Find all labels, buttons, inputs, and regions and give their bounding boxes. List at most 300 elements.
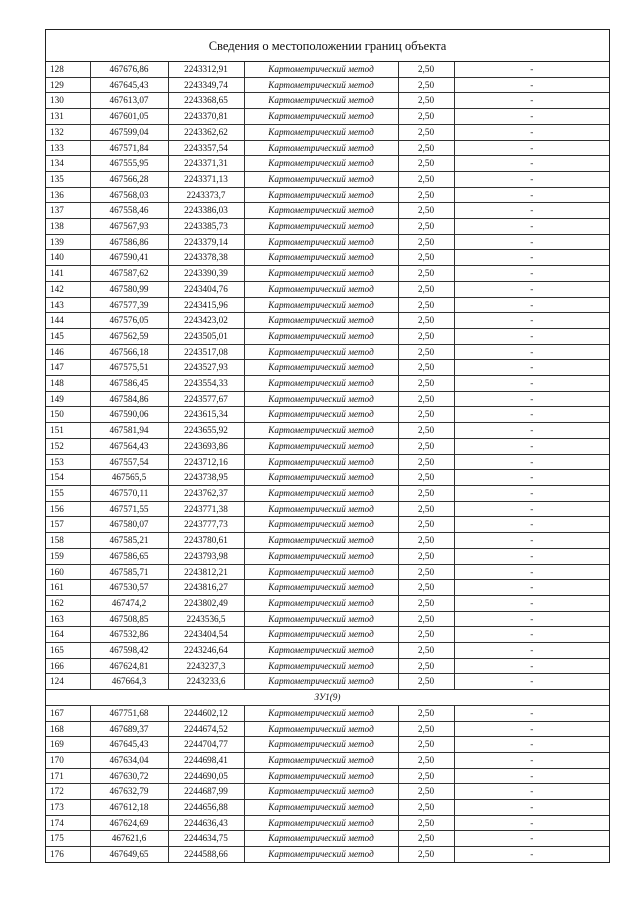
description-cell: -: [454, 328, 609, 344]
y-coordinate-cell: 2243371,13: [168, 171, 244, 187]
x-coordinate-cell: 467751,68: [90, 705, 168, 721]
table-row: [46, 171, 609, 187]
table-row: [46, 737, 609, 753]
y-coordinate-cell: 2244674,52: [168, 721, 244, 737]
point-number-cell: 135: [46, 171, 90, 187]
method-cell: Картометрический метод: [244, 847, 398, 862]
x-coordinate-cell: 467689,37: [90, 721, 168, 737]
section-label: ЗУ1(9): [46, 690, 609, 706]
precision-cell: 2,50: [398, 674, 454, 690]
y-coordinate-cell: 2243780,61: [168, 533, 244, 549]
method-cell: Картометрический метод: [244, 470, 398, 486]
table-row: [46, 643, 609, 659]
x-coordinate-cell: 467576,05: [90, 313, 168, 329]
method-cell: Картометрический метод: [244, 548, 398, 564]
y-coordinate-cell: 2243536,5: [168, 611, 244, 627]
x-coordinate-cell: 467564,43: [90, 438, 168, 454]
point-number-cell: 173: [46, 800, 90, 816]
precision-cell: 2,50: [398, 171, 454, 187]
table-row: [46, 203, 609, 219]
description-cell: -: [454, 564, 609, 580]
point-number-cell: 164: [46, 627, 90, 643]
precision-cell: 2,50: [398, 281, 454, 297]
method-cell: Картометрический метод: [244, 407, 398, 423]
point-number-cell: 146: [46, 344, 90, 360]
x-coordinate-cell: 467571,55: [90, 501, 168, 517]
precision-cell: 2,50: [398, 77, 454, 93]
x-coordinate-cell: 467624,81: [90, 658, 168, 674]
precision-cell: 2,50: [398, 140, 454, 156]
precision-cell: 2,50: [398, 501, 454, 517]
method-cell: Картометрический метод: [244, 517, 398, 533]
method-cell: Картометрический метод: [244, 438, 398, 454]
table-row: [46, 219, 609, 235]
y-coordinate-cell: 2243577,67: [168, 391, 244, 407]
description-cell: -: [454, 674, 609, 690]
description-cell: -: [454, 611, 609, 627]
description-cell: -: [454, 344, 609, 360]
precision-cell: 2,50: [398, 485, 454, 501]
point-number-cell: 147: [46, 360, 90, 376]
description-cell: -: [454, 658, 609, 674]
method-cell: Картометрический метод: [244, 62, 398, 77]
x-coordinate-cell: 467575,51: [90, 360, 168, 376]
point-number-cell: 161: [46, 580, 90, 596]
y-coordinate-cell: 2243517,08: [168, 344, 244, 360]
method-cell: Картометрический метод: [244, 768, 398, 784]
section-row: [46, 690, 609, 706]
precision-cell: 2,50: [398, 219, 454, 235]
x-coordinate-cell: 467566,18: [90, 344, 168, 360]
table-row: [46, 674, 609, 690]
precision-cell: 2,50: [398, 234, 454, 250]
x-coordinate-cell: 467474,2: [90, 595, 168, 611]
method-cell: Картометрический метод: [244, 454, 398, 470]
table-row: [46, 266, 609, 282]
table-row: [46, 344, 609, 360]
y-coordinate-cell: 2243390,39: [168, 266, 244, 282]
x-coordinate-cell: 467568,03: [90, 187, 168, 203]
precision-cell: 2,50: [398, 156, 454, 172]
x-coordinate-cell: 467581,94: [90, 423, 168, 439]
x-coordinate-cell: 467558,46: [90, 203, 168, 219]
x-coordinate-cell: 467585,21: [90, 533, 168, 549]
table-row: [46, 768, 609, 784]
precision-cell: 2,50: [398, 454, 454, 470]
boundary-table-sheet: [45, 29, 610, 863]
precision-cell: 2,50: [398, 124, 454, 140]
method-cell: Картометрический метод: [244, 831, 398, 847]
description-cell: -: [454, 250, 609, 266]
method-cell: Картометрический метод: [244, 501, 398, 517]
x-coordinate-cell: 467566,28: [90, 171, 168, 187]
table-row: [46, 93, 609, 109]
description-cell: -: [454, 156, 609, 172]
method-cell: Картометрический метод: [244, 423, 398, 439]
description-cell: -: [454, 485, 609, 501]
description-cell: -: [454, 831, 609, 847]
precision-cell: 2,50: [398, 187, 454, 203]
table-row: [46, 721, 609, 737]
table-row: [46, 234, 609, 250]
x-coordinate-cell: 467649,65: [90, 847, 168, 862]
method-cell: Картометрический метод: [244, 564, 398, 580]
description-cell: -: [454, 627, 609, 643]
table-row: [46, 391, 609, 407]
point-number-cell: 134: [46, 156, 90, 172]
y-coordinate-cell: 2243415,96: [168, 297, 244, 313]
x-coordinate-cell: 467630,72: [90, 768, 168, 784]
description-cell: -: [454, 643, 609, 659]
y-coordinate-cell: 2244636,43: [168, 815, 244, 831]
table-row: [46, 454, 609, 470]
precision-cell: 2,50: [398, 313, 454, 329]
precision-cell: 2,50: [398, 705, 454, 721]
point-number-cell: 167: [46, 705, 90, 721]
description-cell: -: [454, 548, 609, 564]
description-cell: -: [454, 533, 609, 549]
method-cell: Картометрический метод: [244, 658, 398, 674]
point-number-cell: 129: [46, 77, 90, 93]
y-coordinate-cell: 2244588,66: [168, 847, 244, 862]
table-row: [46, 360, 609, 376]
precision-cell: 2,50: [398, 328, 454, 344]
method-cell: Картометрический метод: [244, 705, 398, 721]
description-cell: -: [454, 62, 609, 77]
description-cell: -: [454, 752, 609, 768]
y-coordinate-cell: 2243771,38: [168, 501, 244, 517]
y-coordinate-cell: 2243802,49: [168, 595, 244, 611]
y-coordinate-cell: 2244634,75: [168, 831, 244, 847]
description-cell: -: [454, 847, 609, 862]
method-cell: Картометрический метод: [244, 360, 398, 376]
table-row: [46, 564, 609, 580]
y-coordinate-cell: 2243777,73: [168, 517, 244, 533]
description-cell: -: [454, 93, 609, 109]
method-cell: Картометрический метод: [244, 376, 398, 392]
precision-cell: 2,50: [398, 250, 454, 266]
y-coordinate-cell: 2243812,21: [168, 564, 244, 580]
y-coordinate-cell: 2243615,34: [168, 407, 244, 423]
table-row: [46, 800, 609, 816]
precision-cell: 2,50: [398, 548, 454, 564]
x-coordinate-cell: 467562,59: [90, 328, 168, 344]
table-row: [46, 752, 609, 768]
x-coordinate-cell: 467590,06: [90, 407, 168, 423]
description-cell: -: [454, 470, 609, 486]
description-cell: -: [454, 297, 609, 313]
y-coordinate-cell: 2243371,31: [168, 156, 244, 172]
y-coordinate-cell: 2243237,3: [168, 658, 244, 674]
table-row: [46, 847, 609, 862]
point-number-cell: 138: [46, 219, 90, 235]
x-coordinate-cell: 467613,07: [90, 93, 168, 109]
x-coordinate-cell: 467567,93: [90, 219, 168, 235]
point-number-cell: 124: [46, 674, 90, 690]
point-number-cell: 151: [46, 423, 90, 439]
table-row: [46, 297, 609, 313]
x-coordinate-cell: 467590,41: [90, 250, 168, 266]
method-cell: Картометрический метод: [244, 391, 398, 407]
x-coordinate-cell: 467634,04: [90, 752, 168, 768]
description-cell: -: [454, 438, 609, 454]
y-coordinate-cell: 2243373,7: [168, 187, 244, 203]
table-row: [46, 705, 609, 721]
y-coordinate-cell: 2243693,86: [168, 438, 244, 454]
x-coordinate-cell: 467586,45: [90, 376, 168, 392]
precision-cell: 2,50: [398, 517, 454, 533]
x-coordinate-cell: 467530,57: [90, 580, 168, 596]
x-coordinate-cell: 467601,05: [90, 109, 168, 125]
method-cell: Картометрический метод: [244, 627, 398, 643]
y-coordinate-cell: 2243246,64: [168, 643, 244, 659]
y-coordinate-cell: 2243233,6: [168, 674, 244, 690]
precision-cell: 2,50: [398, 595, 454, 611]
method-cell: Картометрический метод: [244, 800, 398, 816]
method-cell: Картометрический метод: [244, 250, 398, 266]
precision-cell: 2,50: [398, 533, 454, 549]
point-number-cell: 128: [46, 62, 90, 77]
table-row: [46, 376, 609, 392]
precision-cell: 2,50: [398, 847, 454, 862]
point-number-cell: 141: [46, 266, 90, 282]
point-number-cell: 131: [46, 109, 90, 125]
x-coordinate-cell: 467624,69: [90, 815, 168, 831]
precision-cell: 2,50: [398, 93, 454, 109]
table-row: [46, 124, 609, 140]
table-row: [46, 658, 609, 674]
table-row: [46, 313, 609, 329]
precision-cell: 2,50: [398, 376, 454, 392]
table-row: [46, 815, 609, 831]
table-row: [46, 627, 609, 643]
description-cell: -: [454, 501, 609, 517]
point-number-cell: 159: [46, 548, 90, 564]
x-coordinate-cell: 467612,18: [90, 800, 168, 816]
description-cell: -: [454, 423, 609, 439]
method-cell: Картометрический метод: [244, 266, 398, 282]
point-number-cell: 150: [46, 407, 90, 423]
x-coordinate-cell: 467664,3: [90, 674, 168, 690]
table-row: [46, 62, 609, 77]
description-cell: -: [454, 517, 609, 533]
table-row: [46, 407, 609, 423]
precision-cell: 2,50: [398, 391, 454, 407]
description-cell: -: [454, 313, 609, 329]
table-row: [46, 438, 609, 454]
point-number-cell: 132: [46, 124, 90, 140]
table-row: [46, 470, 609, 486]
x-coordinate-cell: 467676,86: [90, 62, 168, 77]
table-row: [46, 831, 609, 847]
method-cell: Картометрический метод: [244, 737, 398, 753]
method-cell: Картометрический метод: [244, 109, 398, 125]
point-number-cell: 175: [46, 831, 90, 847]
table-row: [46, 77, 609, 93]
precision-cell: 2,50: [398, 768, 454, 784]
method-cell: Картометрический метод: [244, 721, 398, 737]
y-coordinate-cell: 2244656,88: [168, 800, 244, 816]
point-number-cell: 170: [46, 752, 90, 768]
precision-cell: 2,50: [398, 800, 454, 816]
y-coordinate-cell: 2243357,54: [168, 140, 244, 156]
method-cell: Картометрический метод: [244, 93, 398, 109]
precision-cell: 2,50: [398, 203, 454, 219]
description-cell: -: [454, 768, 609, 784]
x-coordinate-cell: 467570,11: [90, 485, 168, 501]
description-cell: -: [454, 203, 609, 219]
x-coordinate-cell: 467586,65: [90, 548, 168, 564]
precision-cell: 2,50: [398, 627, 454, 643]
y-coordinate-cell: 2243738,95: [168, 470, 244, 486]
precision-cell: 2,50: [398, 784, 454, 800]
x-coordinate-cell: 467571,84: [90, 140, 168, 156]
y-coordinate-cell: 2243505,01: [168, 328, 244, 344]
method-cell: Картометрический метод: [244, 187, 398, 203]
description-cell: -: [454, 266, 609, 282]
method-cell: Картометрический метод: [244, 297, 398, 313]
description-cell: -: [454, 77, 609, 93]
point-number-cell: 148: [46, 376, 90, 392]
point-number-cell: 144: [46, 313, 90, 329]
y-coordinate-cell: 2243554,33: [168, 376, 244, 392]
y-coordinate-cell: 2244704,77: [168, 737, 244, 753]
point-number-cell: 130: [46, 93, 90, 109]
precision-cell: 2,50: [398, 815, 454, 831]
point-number-cell: 169: [46, 737, 90, 753]
point-number-cell: 160: [46, 564, 90, 580]
point-number-cell: 154: [46, 470, 90, 486]
method-cell: Картометрический метод: [244, 674, 398, 690]
table-title: Сведения о местоположении границ объекта: [46, 30, 609, 62]
table-row: [46, 611, 609, 627]
description-cell: -: [454, 124, 609, 140]
method-cell: Картометрический метод: [244, 313, 398, 329]
table-row: [46, 533, 609, 549]
y-coordinate-cell: 2243368,65: [168, 93, 244, 109]
point-number-cell: 142: [46, 281, 90, 297]
description-cell: -: [454, 407, 609, 423]
x-coordinate-cell: 467621,6: [90, 831, 168, 847]
description-cell: -: [454, 580, 609, 596]
point-number-cell: 155: [46, 485, 90, 501]
point-number-cell: 158: [46, 533, 90, 549]
x-coordinate-cell: 467645,43: [90, 77, 168, 93]
method-cell: Картометрический метод: [244, 815, 398, 831]
y-coordinate-cell: 2243404,76: [168, 281, 244, 297]
method-cell: Картометрический метод: [244, 595, 398, 611]
description-cell: -: [454, 219, 609, 235]
y-coordinate-cell: 2243349,74: [168, 77, 244, 93]
x-coordinate-cell: 467580,99: [90, 281, 168, 297]
table-row: [46, 328, 609, 344]
precision-cell: 2,50: [398, 438, 454, 454]
y-coordinate-cell: 2243312,91: [168, 62, 244, 77]
method-cell: Картометрический метод: [244, 171, 398, 187]
coordinates-table: [46, 62, 609, 862]
method-cell: Картометрический метод: [244, 203, 398, 219]
method-cell: Картометрический метод: [244, 281, 398, 297]
precision-cell: 2,50: [398, 580, 454, 596]
method-cell: Картометрический метод: [244, 533, 398, 549]
method-cell: Картометрический метод: [244, 784, 398, 800]
precision-cell: 2,50: [398, 62, 454, 77]
x-coordinate-cell: 467645,43: [90, 737, 168, 753]
method-cell: Картометрический метод: [244, 752, 398, 768]
table-row: [46, 595, 609, 611]
method-cell: Картометрический метод: [244, 219, 398, 235]
precision-cell: 2,50: [398, 266, 454, 282]
method-cell: Картометрический метод: [244, 485, 398, 501]
description-cell: -: [454, 391, 609, 407]
point-number-cell: 174: [46, 815, 90, 831]
point-number-cell: 176: [46, 847, 90, 862]
y-coordinate-cell: 2243816,27: [168, 580, 244, 596]
y-coordinate-cell: 2244687,99: [168, 784, 244, 800]
description-cell: -: [454, 234, 609, 250]
precision-cell: 2,50: [398, 658, 454, 674]
method-cell: Картометрический метод: [244, 77, 398, 93]
x-coordinate-cell: 467586,86: [90, 234, 168, 250]
precision-cell: 2,50: [398, 109, 454, 125]
method-cell: Картометрический метод: [244, 124, 398, 140]
description-cell: -: [454, 800, 609, 816]
point-number-cell: 163: [46, 611, 90, 627]
y-coordinate-cell: 2243379,14: [168, 234, 244, 250]
precision-cell: 2,50: [398, 752, 454, 768]
table-row: [46, 517, 609, 533]
point-number-cell: 139: [46, 234, 90, 250]
method-cell: Картометрический метод: [244, 156, 398, 172]
point-number-cell: 143: [46, 297, 90, 313]
point-number-cell: 140: [46, 250, 90, 266]
description-cell: -: [454, 281, 609, 297]
x-coordinate-cell: 467580,07: [90, 517, 168, 533]
point-number-cell: 171: [46, 768, 90, 784]
table-row: [46, 140, 609, 156]
table-row: [46, 187, 609, 203]
x-coordinate-cell: 467555,95: [90, 156, 168, 172]
table-row: [46, 109, 609, 125]
precision-cell: 2,50: [398, 611, 454, 627]
precision-cell: 2,50: [398, 423, 454, 439]
point-number-cell: 137: [46, 203, 90, 219]
table-row: [46, 250, 609, 266]
method-cell: Картометрический метод: [244, 140, 398, 156]
point-number-cell: 136: [46, 187, 90, 203]
x-coordinate-cell: 467584,86: [90, 391, 168, 407]
description-cell: -: [454, 815, 609, 831]
x-coordinate-cell: 467532,86: [90, 627, 168, 643]
x-coordinate-cell: 467565,5: [90, 470, 168, 486]
x-coordinate-cell: 467587,62: [90, 266, 168, 282]
y-coordinate-cell: 2244690,05: [168, 768, 244, 784]
precision-cell: 2,50: [398, 721, 454, 737]
x-coordinate-cell: 467599,04: [90, 124, 168, 140]
y-coordinate-cell: 2243378,38: [168, 250, 244, 266]
y-coordinate-cell: 2243655,92: [168, 423, 244, 439]
table-row: [46, 485, 609, 501]
point-number-cell: 162: [46, 595, 90, 611]
y-coordinate-cell: 2243370,81: [168, 109, 244, 125]
y-coordinate-cell: 2243527,93: [168, 360, 244, 376]
description-cell: -: [454, 171, 609, 187]
x-coordinate-cell: 467557,54: [90, 454, 168, 470]
x-coordinate-cell: 467577,39: [90, 297, 168, 313]
point-number-cell: 133: [46, 140, 90, 156]
y-coordinate-cell: 2243423,02: [168, 313, 244, 329]
method-cell: Картометрический метод: [244, 344, 398, 360]
